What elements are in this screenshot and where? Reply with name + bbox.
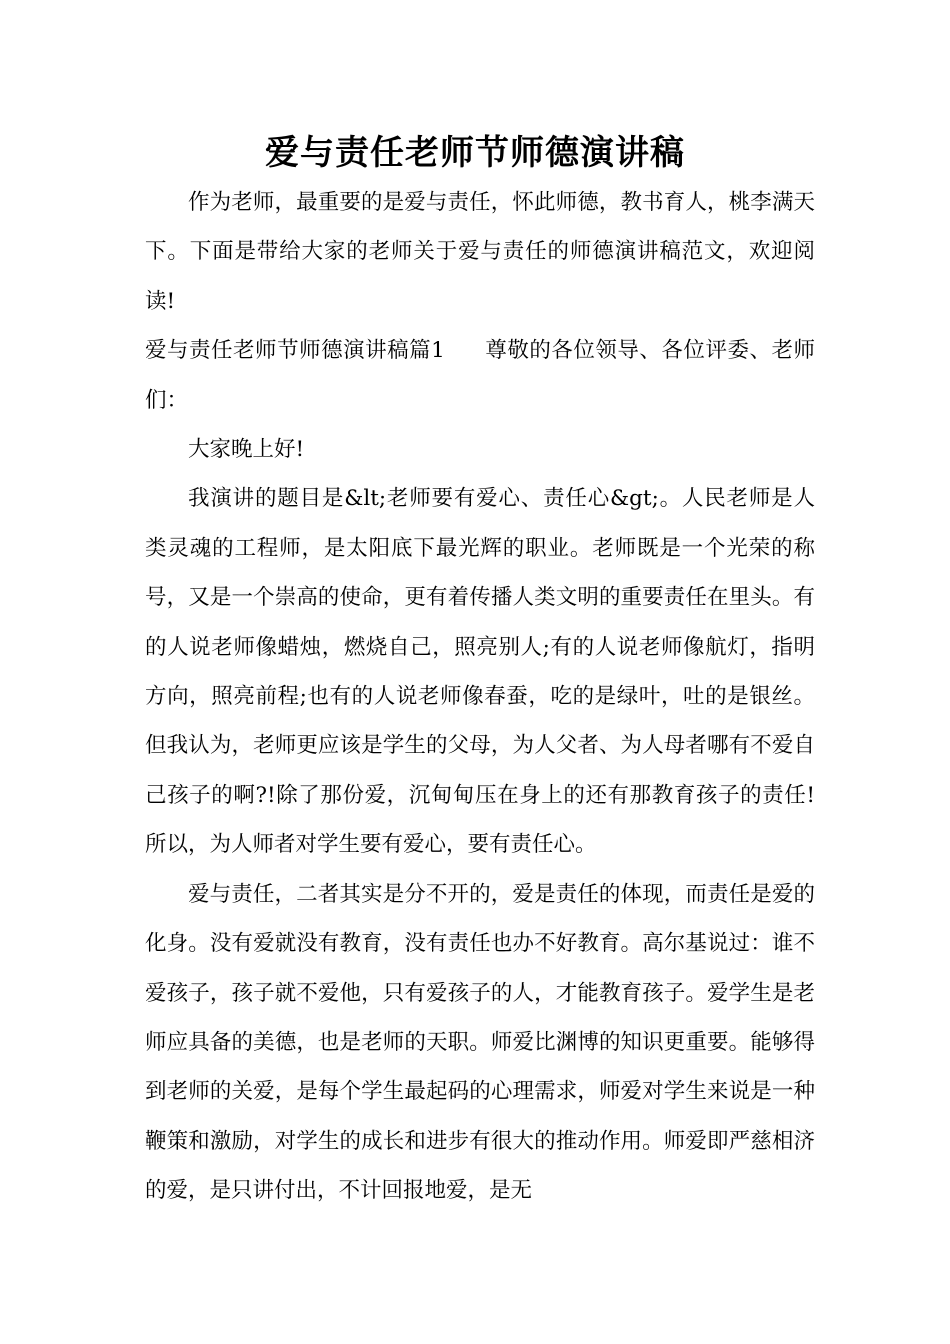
intro-paragraph: 作为老师，最重要的是爱与责任，怀此师德，教书育人，桃李满天下。下面是带给大家的老师关于爱与责任的师德演讲稿范文，欢迎阅读! [145,190,815,314]
section-heading-line [145,326,815,425]
section-heading: 爱与责任老师节师德演讲稿篇1 [145,338,445,364]
section-opening: 尊敬的各位领导、各位评委、老师们： [145,338,815,413]
greeting-paragraph: 大家晚上好! [188,437,305,463]
document-body [145,178,815,1216]
body-paragraph-1: 我演讲的题目是&lt;老师要有爱心、责任心&gt;。人民老师是人类灵魂的工程师，是太阳底下最光辉的职业。老师既是一个光荣的称号，又是一个崇高的使命，更有着传播人类文明的重要责任在里头。有的人说老师像蜡烛，燃烧自己，照亮别人;有的人说老师像航灯，指明方向，照亮前程;也有的人说老师像春蚕，吃的是绿叶，吐的是银丝。但我认为，老师更应该是学生的父母，为人父者、为人母者哪有不爱自己孩子的啊?!除了那份爱，沉甸甸压在身上的还有那教育孩子的责任!所以，为人师者对学生要有爱心，要有责任心。 [145,486,815,858]
document-title: 爱与责任老师节师德演讲稿 [265,133,685,173]
body-paragraph-2: 爱与责任，二者其实是分不开的，爱是责任的体现，而责任是爱的化身。没有爱就没有教育，没有责任也办不好教育。高尔基说过：谁不爱孩子，孩子就不爱他，只有爱孩子的人，才能教育孩子。爱学生是老师应具备的美德，也是老师的天职。师爱比渊博的知识更重要。能够得到老师的关爱，是每个学生最起码的心理需求，师爱对学生来说是一种鞭策和激励，对学生的成长和进步有很大的推动作用。师爱即严慈相济的爱，是只讲付出，不计回报地爱，是无 [145,881,815,1204]
